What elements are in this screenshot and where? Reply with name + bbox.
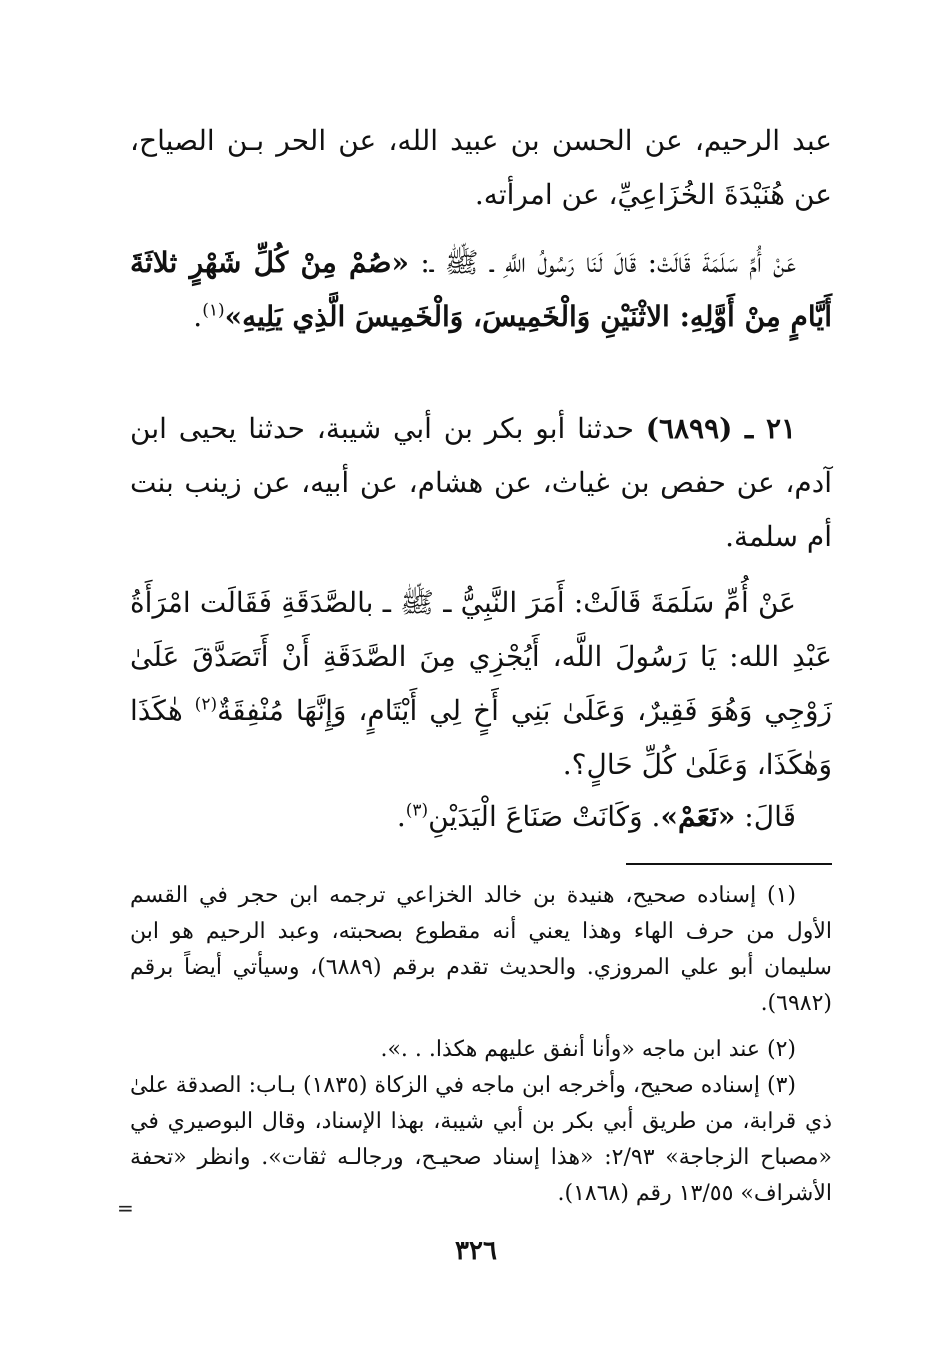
isnad-text: عبد الرحيم، عن الحسن بن عبيد الله، عن الحر بـن الصياح، عن هُنَيْدَةَ الخُزَاعِيِّ، عن امرأته. [130, 124, 832, 211]
footnote-ref-1: (١) [202, 300, 225, 321]
hadith-text: «صُمْ مِنْ كُلِّ شَهْرٍ ثلاثَةَ أَيَّامٍ مِنْ أَوَّلِهِ: الاثْنَيْنِ وَالْخَمِيسَ، وَالْخَمِيسَ الَّذِي يَلِيهِ» [130, 246, 832, 333]
footnote-text: (١) إسناده صحيح، هنيدة بن خالد الخزاعي ترجمه ابن حجر في القسم الأول من حرف الهاء وهذا يعني أنه مقطوع بصحبته، وعبد الرحيم هو ابن سليمان أبو علي المروزي. والحديث تقدم برقم (٦٨٨٩)، وسيأتي أيضاً برقم (٦٩٨٢). [130, 883, 832, 1016]
hadith-text-end: هٰكَذَا وَهٰكَذَا، وَعَلَىٰ كُلِّ حَالٍ؟. [130, 694, 832, 781]
footnote-text: (٢) عند ابن ماجه «وأنا أنفق عليهم هكذا. . .». [380, 1037, 796, 1062]
footnote-text: (٣) إسناده صحيح، وأخرجه ابن ماجه في الزكاة (١٨٣٥) بـاب: الصدقة علىٰ ذي قرابة، من طريق أبي بكر بن أبي شيبة، بهذا الإسناد، وقال البوصيري في «مصباح الزجاجة» ٢/٩٣: «هذا إسناد صحيـح، ورجالـه ثقات». وانظر «تحفة الأشراف» ١٣/٥٥ رقم (١٨٦٨). [130, 1073, 832, 1206]
isnad-paragraph-21 [130, 402, 832, 564]
answer-word: «نَعَمْ» [660, 800, 736, 833]
hadith-paragraph-charity [130, 576, 832, 792]
sentence-end: . [193, 300, 203, 333]
answer-rest: . وَكَانَتْ صَنَاعَ الْيَدَيْنِ [428, 800, 661, 833]
hadith-number: ٢١ ـ (٦٨٩٩) [645, 412, 797, 445]
footnote-3 [130, 1068, 832, 1212]
footnote-ref-3: (٣) [405, 800, 429, 821]
continuation-mark: = [117, 1196, 134, 1220]
answer-intro: قَالَ: [735, 800, 796, 833]
footnote-ref-2: (٢) [194, 694, 218, 715]
footnote-1 [130, 878, 832, 1022]
sentence-end: . [396, 800, 406, 833]
hadith-paragraph-answer [130, 790, 832, 844]
isnad-paragraph-continued [130, 114, 832, 222]
hadith-intro: عَنْ أُمِّ سَلَمَةَ قَالَتْ: قَالَ لَنَا رَسُولُ اللَّهِ ـ ﷺ ـ: [408, 246, 797, 279]
hadith-paragraph-fasting [130, 236, 832, 344]
footnote-separator [626, 863, 832, 865]
footnote-2 [130, 1032, 832, 1068]
page-number: ٣٢٦ [455, 1236, 497, 1266]
isnad-text: حدثنا أبو بكر بن أبي شيبة، حدثنا يحيى ابن آدم، عن حفص بن غياث، عن هشام، عن أبيه، عن زينب بنت أم سلمة. [130, 412, 832, 553]
hadith-text: عَنْ أُمِّ سَلَمَةَ قَالَتْ: أَمَرَ النَّبِيُّ ـ ﷺ ـ بالصَّدَقَةِ فَقَالَت امْرَأَةُ عَبْدِ الله: يَا رَسُولَ اللَّه، أَيُجْزِي مِنَ الصَّدَقَةِ أَنْ أَتَصَدَّقَ عَلَىٰ زَوْجِي وَهُوَ فَقِيرٌ، وَعَلَىٰ بَنِي أَخٍ لِي أَيْتَامٍ، وَإِنَّهَا مُنْفِقَةٌ [130, 586, 832, 727]
